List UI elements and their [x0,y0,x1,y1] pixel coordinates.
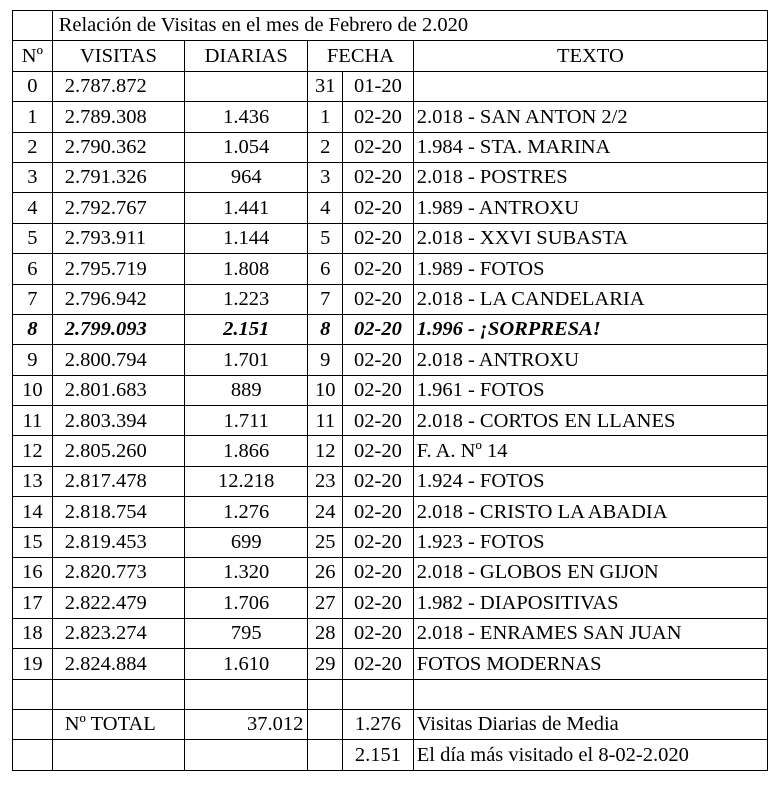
table-row [13,284,768,314]
summary-row-total [13,709,768,739]
dia-cell: 31 [308,71,343,101]
title-row [13,11,768,41]
dia-cell: 23 [308,466,343,496]
diarias-cell: 1.866 [185,436,308,466]
mes-cell: 02-20 [343,314,414,344]
blank-cell [308,709,343,739]
blank-cell [185,679,308,709]
max-value: 2.151 [343,740,414,770]
visitas-cell: 2.787.872 [52,71,184,101]
table-title: Relación de Visitas en el mes de Febrero de 2.020 [52,11,767,41]
mes-cell: 02-20 [343,588,414,618]
dia-cell: 12 [308,436,343,466]
row-number: 2 [13,132,53,162]
row-number: 10 [13,375,53,405]
texto-cell: 2.018 - CRISTO LA ABADIA [413,497,767,527]
table-row [13,254,768,284]
dia-cell: 6 [308,254,343,284]
table-row [13,649,768,679]
texto-cell: FOTOS MODERNAS [413,649,767,679]
table-row [13,132,768,162]
total-label: Nº TOTAL [52,709,184,739]
visitas-cell: 2.824.884 [52,649,184,679]
blank-cell [13,709,53,739]
texto-cell: 2.018 - XXVI SUBASTA [413,223,767,253]
row-number: 16 [13,558,53,588]
diarias-cell: 1.054 [185,132,308,162]
table-row [13,102,768,132]
dia-cell: 3 [308,162,343,192]
dia-cell: 27 [308,588,343,618]
dia-cell: 28 [308,618,343,648]
dia-cell: 2 [308,132,343,162]
table-row [13,71,768,101]
dia-cell: 11 [308,406,343,436]
dia-cell: 9 [308,345,343,375]
dia-cell: 4 [308,193,343,223]
row-number: 4 [13,193,53,223]
diarias-cell: 699 [185,527,308,557]
row-number: 6 [13,254,53,284]
header-row [13,41,768,71]
diarias-cell: 1.808 [185,254,308,284]
diarias-cell: 1.441 [185,193,308,223]
row-number: 7 [13,284,53,314]
diarias-cell: 889 [185,375,308,405]
table-row [13,223,768,253]
table-row [13,406,768,436]
visitas-cell: 2.823.274 [52,618,184,648]
row-number: 9 [13,345,53,375]
texto-cell: 2.018 - ANTROXU [413,345,767,375]
visitas-cell: 2.801.683 [52,375,184,405]
mes-cell: 02-20 [343,345,414,375]
dia-cell: 1 [308,102,343,132]
diarias-cell: 1.436 [185,102,308,132]
header-fecha: FECHA [308,41,413,71]
dia-cell: 8 [308,314,343,344]
mes-cell: 02-20 [343,466,414,496]
visitas-cell: 2.819.453 [52,527,184,557]
row-number: 0 [13,71,53,101]
mes-cell: 02-20 [343,406,414,436]
blank-cell [413,679,767,709]
diarias-cell: 1.711 [185,406,308,436]
row-number: 12 [13,436,53,466]
diarias-cell: 964 [185,162,308,192]
row-number: 1 [13,102,53,132]
diarias-cell: 1.276 [185,497,308,527]
texto-cell: 2.018 - ENRAMES SAN JUAN [413,618,767,648]
blank-cell [308,679,343,709]
row-number: 8 [13,314,53,344]
mes-cell: 02-20 [343,162,414,192]
header-texto: TEXTO [413,41,767,71]
dia-cell: 5 [308,223,343,253]
mes-cell: 02-20 [343,527,414,557]
visitas-cell: 2.799.093 [52,314,184,344]
row-number: 18 [13,618,53,648]
table-row [13,193,768,223]
title-blank-cell [13,11,53,41]
media-value: 1.276 [343,709,414,739]
row-number: 11 [13,406,53,436]
texto-cell: F. A. Nº 14 [413,436,767,466]
texto-cell: 1.961 - FOTOS [413,375,767,405]
mes-cell: 02-20 [343,436,414,466]
dia-cell: 26 [308,558,343,588]
blank-cell [13,679,53,709]
row-number: 19 [13,649,53,679]
texto-cell: 2.018 - POSTRES [413,162,767,192]
total-value: 37.012 [185,709,308,739]
texto-cell: 1.982 - DIAPOSITIVAS [413,588,767,618]
table-row [13,375,768,405]
texto-cell: 1.989 - FOTOS [413,254,767,284]
diarias-cell: 12.218 [185,466,308,496]
header-visitas: VISITAS [52,41,184,71]
row-number: 14 [13,497,53,527]
texto-cell: 1.989 - ANTROXU [413,193,767,223]
mes-cell: 02-20 [343,649,414,679]
blank-cell [52,679,184,709]
diarias-cell: 1.144 [185,223,308,253]
diarias-cell: 1.610 [185,649,308,679]
mes-cell: 02-20 [343,618,414,648]
visitas-cell: 2.789.308 [52,102,184,132]
table-row [13,345,768,375]
table-row [13,314,768,344]
table-row [13,527,768,557]
blank-cell [308,740,343,770]
table-row [13,558,768,588]
visitas-cell: 2.822.479 [52,588,184,618]
dia-cell: 7 [308,284,343,314]
blank-cell [52,740,184,770]
visitas-cell: 2.805.260 [52,436,184,466]
texto-cell: 2.018 - CORTOS EN LLANES [413,406,767,436]
texto-cell: 1.996 - ¡SORPRESA! [413,314,767,344]
max-text: El día más visitado el 8-02-2.020 [413,740,767,770]
diarias-cell: 1.320 [185,558,308,588]
blank-cell [13,740,53,770]
dia-cell: 25 [308,527,343,557]
table-row [13,618,768,648]
blank-cell [185,740,308,770]
diarias-cell: 1.223 [185,284,308,314]
visitas-cell: 2.795.719 [52,254,184,284]
table-row [13,588,768,618]
visitas-cell: 2.793.911 [52,223,184,253]
texto-cell: 1.923 - FOTOS [413,527,767,557]
visitas-cell: 2.818.754 [52,497,184,527]
table-row [13,162,768,192]
media-text: Visitas Diarias de Media [413,709,767,739]
visitas-cell: 2.796.942 [52,284,184,314]
diarias-cell: 1.706 [185,588,308,618]
visitas-cell: 2.791.326 [52,162,184,192]
header-diarias: DIARIAS [185,41,308,71]
texto-cell: 1.984 - STA. MARINA [413,132,767,162]
diarias-cell: 795 [185,618,308,648]
summary-row-max [13,740,768,770]
mes-cell: 02-20 [343,223,414,253]
mes-cell: 02-20 [343,102,414,132]
texto-cell: 2.018 - LA CANDELARIA [413,284,767,314]
diarias-cell: 2.151 [185,314,308,344]
mes-cell: 02-20 [343,284,414,314]
diarias-cell [185,71,308,101]
visitas-cell: 2.792.767 [52,193,184,223]
texto-cell: 2.018 - GLOBOS EN GIJON [413,558,767,588]
mes-cell: 02-20 [343,375,414,405]
dia-cell: 10 [308,375,343,405]
texto-cell: 1.924 - FOTOS [413,466,767,496]
row-number: 17 [13,588,53,618]
visits-table [12,10,768,771]
visitas-cell: 2.803.394 [52,406,184,436]
mes-cell: 02-20 [343,193,414,223]
texto-cell [413,71,767,101]
dia-cell: 29 [308,649,343,679]
dia-cell: 24 [308,497,343,527]
row-number: 13 [13,466,53,496]
header-n: Nº [13,41,53,71]
mes-cell: 02-20 [343,132,414,162]
table-row [13,497,768,527]
blank-cell [343,679,414,709]
mes-cell: 02-20 [343,497,414,527]
table-row [13,466,768,496]
row-number: 5 [13,223,53,253]
mes-cell: 02-20 [343,558,414,588]
visitas-cell: 2.790.362 [52,132,184,162]
visitas-cell: 2.820.773 [52,558,184,588]
diarias-cell: 1.701 [185,345,308,375]
mes-cell: 01-20 [343,71,414,101]
visitas-cell: 2.817.478 [52,466,184,496]
row-number: 15 [13,527,53,557]
mes-cell: 02-20 [343,254,414,284]
visitas-cell: 2.800.794 [52,345,184,375]
texto-cell: 2.018 - SAN ANTON 2/2 [413,102,767,132]
row-number: 3 [13,162,53,192]
table-row [13,436,768,466]
blank-row [13,679,768,709]
